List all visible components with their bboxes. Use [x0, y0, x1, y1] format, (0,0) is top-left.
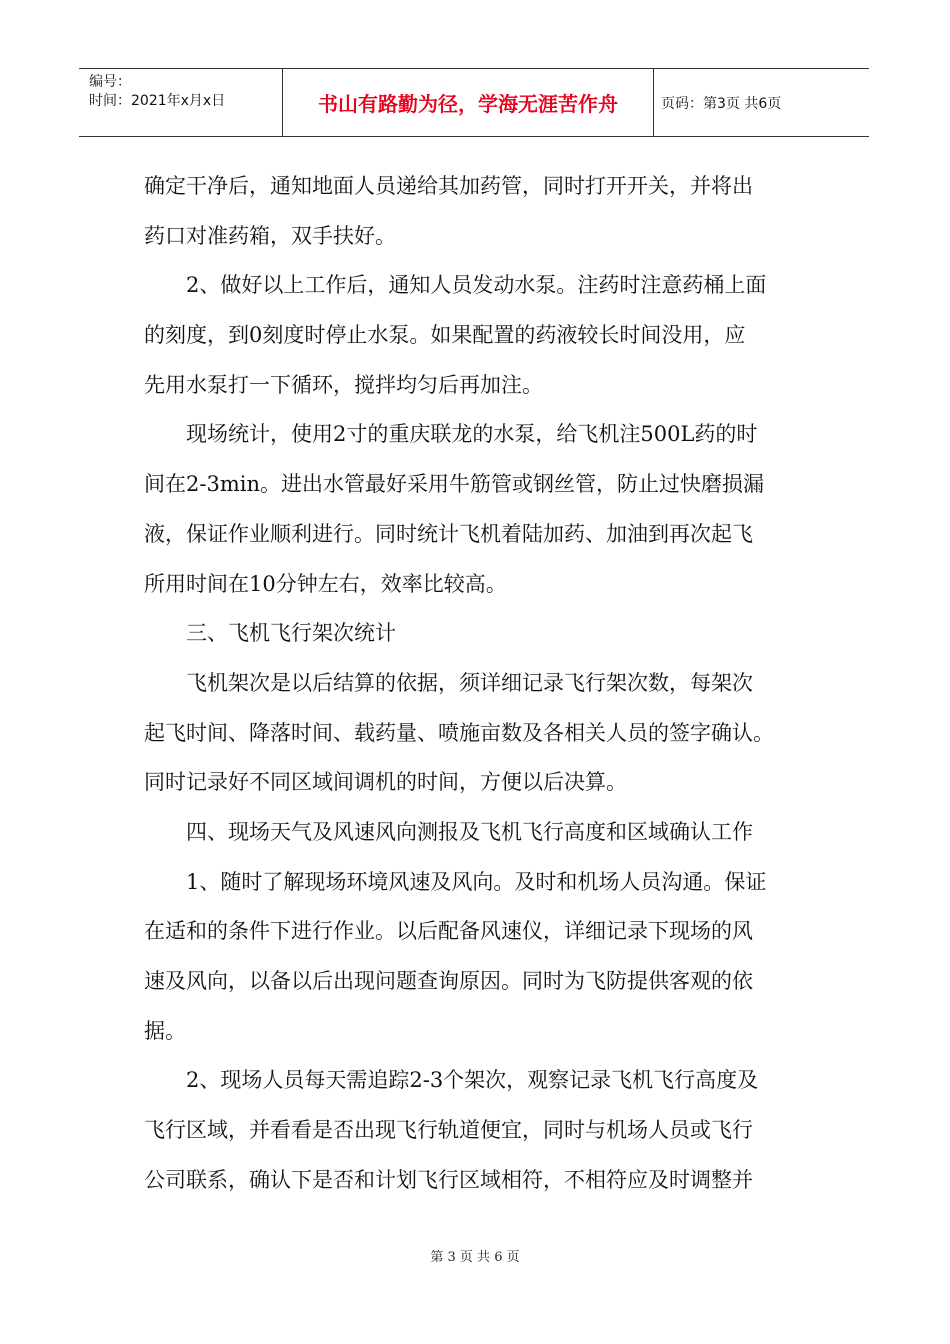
number-label: 编号：	[89, 74, 131, 90]
text-line: 速及风向，以备以后出现问题查询原因。同时为飞防提供客观的依	[144, 969, 753, 993]
text-line: 飞行区域，并看看是否出现飞行轨道便宜，同时与机场人员或飞行	[144, 1118, 753, 1143]
text-line: 1、随时了解现场环境风速及风向。及时和机场人员沟通。保证	[144, 869, 767, 894]
header-info-cell	[79, 69, 283, 136]
text-line: 先用水泵打一下循环，搅拌均匀后再加注。	[144, 372, 543, 397]
text-line: 现场统计，使用2寸的重庆联龙的水泵，给飞机注500L药的时	[144, 422, 758, 447]
text-line: 确定干净后，通知地面人员递给其加药管，同时打开开关，并将出	[144, 174, 753, 198]
header-page-label: 页码：第3页 共6页	[661, 95, 782, 112]
text-line: 液，保证作业顺利进行。同时统计飞机着陆加药、加油到再次起飞	[144, 521, 753, 546]
text-line: 2、现场人员每天需追踪2-3个架次，观察记录飞机飞行高度及	[144, 1068, 759, 1093]
text-line: 据。	[144, 1018, 186, 1043]
document-body	[144, 162, 809, 1205]
page-footer: 第 3 页 共 6 页	[430, 1250, 520, 1265]
text-line: 起飞时间、降落时间、载药量、喷施亩数及各相关人员的签字确认。	[144, 720, 774, 745]
text-line: 同时记录好不同区域间调机的时间，方便以后决算。	[144, 770, 627, 795]
text-line: 三、飞机飞行架次统计	[144, 621, 396, 646]
page-header	[79, 68, 869, 137]
text-line: 飞机架次是以后结算的依据，须详细记录飞行架次数，每架次	[144, 670, 753, 695]
time-label: 时间：2021年x月x日	[89, 93, 226, 109]
text-line: 的刻度，到0刻度时停止水泵。如果配置的药液较长时间没用，应	[144, 323, 746, 348]
text-line: 所用时间在10分钟左右，效率比较高。	[144, 571, 507, 596]
text-line: 2、做好以上工作后，通知人员发动水泵。注药时注意药桶上面	[144, 273, 767, 298]
text-line: 间在2-3min。进出水管最好采用牛筋管或钢丝管，防止过快磨损漏	[144, 472, 764, 497]
text-line: 公司联系，确认下是否和计划飞行区域相符，不相符应及时调整并	[144, 1167, 753, 1192]
text-line: 四、现场天气及风速风向测报及飞机飞行高度和区域确认工作	[144, 819, 753, 844]
text-line: 在适和的条件下进行作业。以后配备风速仪，详细记录下现场的风	[144, 919, 753, 944]
header-motto: 书山有路勤为径，学海无涯苦作舟	[283, 69, 654, 136]
text-line: 药口对准药箱，双手扶好。	[144, 223, 396, 248]
